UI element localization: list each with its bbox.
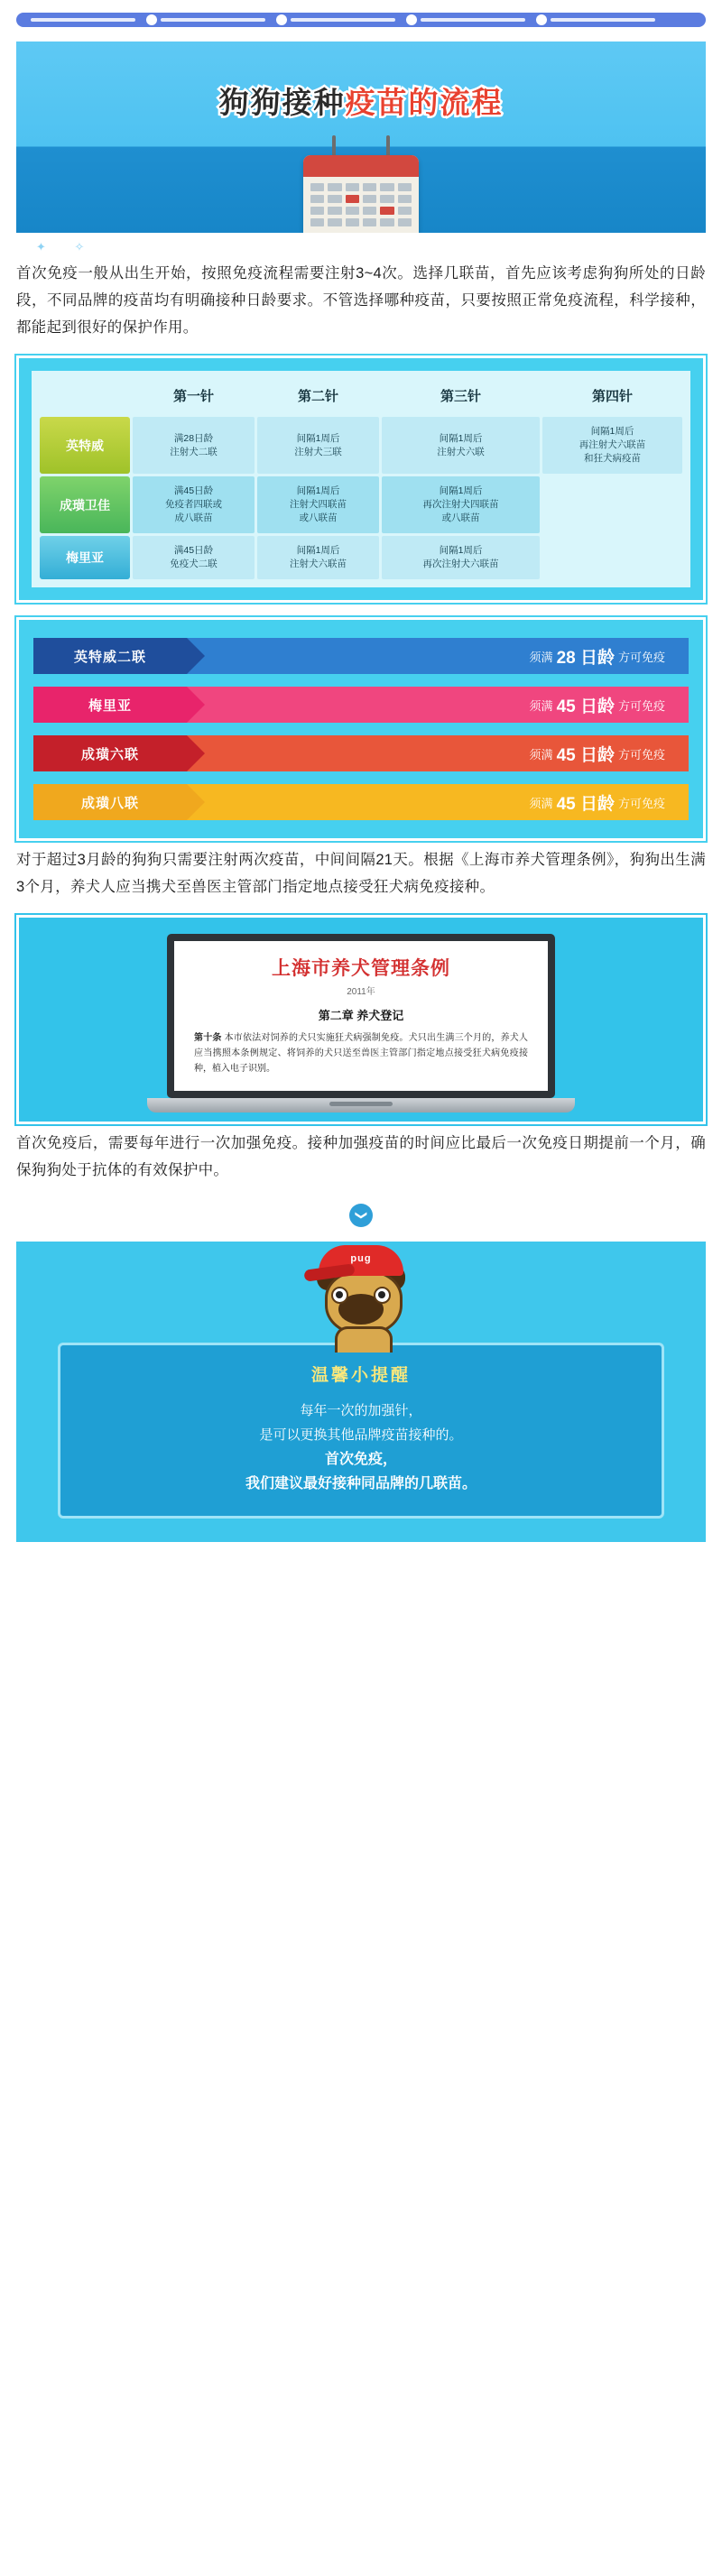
tips-line: 每年一次的加强针， (300, 1403, 422, 1418)
calendar-icon (303, 155, 419, 233)
age-banner-brand (33, 735, 187, 771)
brand-label-1: 英特威 (40, 417, 130, 474)
laptop-screen (167, 934, 555, 1098)
age-banner-brand-label: 成璜六联 (80, 746, 139, 762)
age-banner-brand (33, 638, 187, 674)
age-banner-suffix: 方可免疫 (617, 650, 665, 664)
paragraph-3: 首次免疫后，需要每年进行一次加强免疫。接种加强疫苗的时间应比最后一次免疫日期提前一个月，确保狗狗处于抗体的有效保护中。 (16, 1135, 706, 1178)
tips-line: 首次免疫， (324, 1452, 397, 1467)
pug-cap (319, 1245, 403, 1276)
pug-eye-right (374, 1287, 391, 1304)
regulation-card (16, 915, 706, 1124)
chevron-glyph: ❯ (355, 1210, 368, 1221)
vaccine-table-card (16, 355, 706, 603)
age-banner-suffix: 方可免疫 (617, 796, 665, 810)
regulation-body (194, 1030, 528, 1076)
age-banner-age: 45 日龄 (556, 745, 615, 765)
tips-box (58, 1343, 664, 1519)
age-banner-brand-label: 英特威二联 (73, 649, 146, 665)
table-cell: 间隔1周后 注射犬六联 (382, 417, 540, 474)
hero-title (16, 79, 706, 122)
age-banner-row (33, 687, 689, 723)
table-header-dose4: 第四针 (542, 379, 682, 414)
tips-line: 我们建议最好接种同品牌的几联苗。 (245, 1476, 477, 1491)
age-banner-age: 28 日龄 (556, 648, 615, 668)
age-banner-row (33, 735, 689, 771)
table-cell: 间隔1周后 再次注射犬四联苗 或八联苗 (382, 476, 540, 533)
paragraph-2: 对于超过3月龄的狗狗只需要注射两次疫苗，中间间隔21天。根据《上海市养犬管理条例》，狗狗出生满3个月，养犬人应当携犬至兽医主管部门指定地点接受狂犬病免疫接种。 (16, 852, 706, 895)
age-banner-suffix: 方可免疫 (617, 747, 665, 762)
age-banner-text (187, 735, 689, 771)
age-banner-prefix: 须满 (529, 650, 553, 664)
pug-illustration (16, 1242, 706, 1348)
age-banner-age: 45 日龄 (556, 697, 615, 716)
table-header-blank (40, 379, 130, 414)
vaccine-schedule-table (32, 371, 690, 587)
table-cell: 满28日龄 注射犬二联 (133, 417, 255, 474)
table-row (40, 536, 682, 579)
regulation-title: 上海市养犬管理条例 (272, 958, 450, 979)
age-banner-brand (33, 784, 187, 820)
table-header-dose2: 第二针 (257, 379, 379, 414)
regulation-article-no: 第十条 (194, 1033, 222, 1043)
regulation-chapter: 第二章 养犬登记 (318, 1009, 404, 1022)
age-banner-prefix: 须满 (529, 747, 553, 762)
age-banner-row (33, 784, 689, 820)
age-banner-age: 45 日龄 (556, 794, 615, 814)
age-banner-brand-label: 梅里亚 (88, 697, 132, 714)
age-banner-text (187, 638, 689, 674)
chevron-down-icon[interactable] (349, 1204, 373, 1227)
table-cell-empty (542, 476, 682, 533)
sparkle-decoration: ✦ ✧ (36, 240, 97, 254)
brand-label-2: 成璜卫佳 (40, 476, 130, 533)
cap-text: pug (350, 1253, 372, 1264)
age-banner-text (187, 687, 689, 723)
brand-label-3: 梅里亚 (40, 536, 130, 579)
table-header-row (40, 379, 682, 414)
table-header-dose1: 第一针 (133, 379, 255, 414)
footer-tips-card (16, 1242, 706, 1542)
table-cell-empty (542, 536, 682, 579)
progress-bar[interactable] (16, 13, 706, 27)
regulation-article-text: 本市依法对饲养的犬只实施狂犬病强制免疫。犬只出生满三个月的，养犬人应当携照本条例规定、将饲养的犬只送至兽医主管部门指定地点接受狂犬病免疫接种，植入电子识别。 (194, 1033, 529, 1074)
age-banner-text (187, 784, 689, 820)
age-banner-prefix: 须满 (529, 698, 553, 713)
table-cell: 满45日龄 免疫犬二联 (133, 536, 255, 579)
age-banner-prefix: 须满 (529, 796, 553, 810)
article-page (0, 13, 722, 1542)
laptop-illustration (167, 934, 555, 1113)
hero-banner (16, 42, 706, 233)
table-cell: 间隔1周后 注射犬三联 (257, 417, 379, 474)
age-banner-suffix: 方可免疫 (617, 698, 665, 713)
tips-line: 是可以更换其他品牌疫苗接种的。 (259, 1427, 463, 1443)
table-cell: 间隔1周后 注射犬四联苗 或八联苗 (257, 476, 379, 533)
table-cell: 间隔1周后 再次注射犬六联苗 (382, 536, 540, 579)
age-banner-brand-label: 成璜八联 (80, 795, 139, 811)
hero-title-red: 疫苗的流程 (345, 86, 504, 119)
table-cell: 满45日龄 免疫者四联或 成八联苗 (133, 476, 255, 533)
table-row (40, 417, 682, 474)
pug-eye-left (331, 1287, 348, 1304)
laptop-base (147, 1098, 575, 1113)
age-banner-row (33, 638, 689, 674)
paragraph-1: 首次免疫一般从出生开始，按照免疫流程需要注射3~4次。选择几联苗，首先应该考虑狗狗所处的日龄段，不同品牌的疫苗均有明确接种日龄要求。不管选择哪种疫苗，只要按照正常免疫流程，科学接种，都能起到很好的保护作用。 (16, 265, 706, 336)
hero-title-black: 狗狗接种 (218, 86, 346, 119)
table-row (40, 476, 682, 533)
table-cell: 间隔1周后 注射犬六联苗 (257, 536, 379, 579)
pug-body (335, 1326, 393, 1353)
regulation-year: 2011年 (347, 987, 375, 997)
table-header-dose3: 第三针 (382, 379, 540, 414)
age-banner-card (16, 617, 706, 841)
tips-title: 温馨小提醒 (310, 1366, 411, 1385)
table-cell: 间隔1周后 再注射犬六联苗 和狂犬病疫苗 (542, 417, 682, 474)
age-banner-brand (33, 687, 187, 723)
